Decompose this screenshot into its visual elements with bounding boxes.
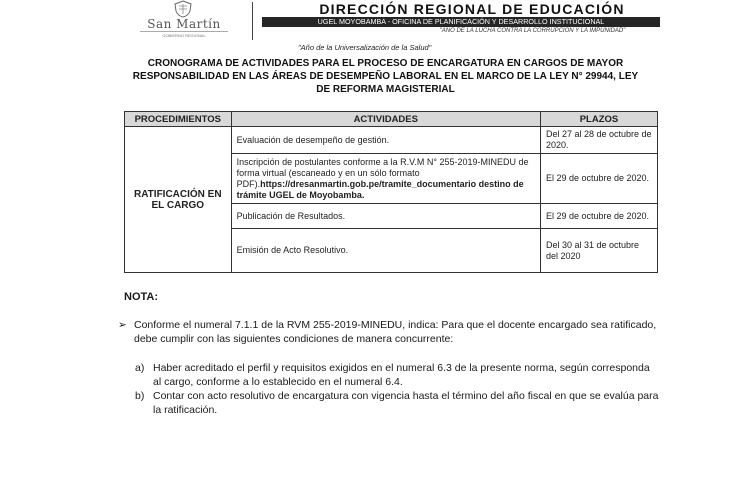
nota-intro-text: Conforme el numeral 7.1.1 de la RVM 255-2019-MINEDU, indica: Para que el docente encargado sea ratificado, debe cumplir con las siguientes condiciones de manera concurrente: bbox=[134, 319, 657, 345]
logo-subtitle: GOBIERNO REGIONAL bbox=[140, 31, 228, 38]
table-header-row bbox=[125, 112, 658, 127]
arrow-bullet-icon: ➢ bbox=[118, 319, 127, 331]
list-item bbox=[135, 361, 660, 389]
nota-title: NOTA: bbox=[124, 291, 159, 303]
year-motto: "Año de la Universalización de la Salud" bbox=[298, 43, 432, 52]
deadline-cell: Del 27 al 28 de octubre de 2020. bbox=[540, 127, 657, 154]
deadline-cell: El 29 de octubre de 2020. bbox=[540, 204, 657, 229]
activity-cell bbox=[231, 154, 540, 204]
san-martin-logo bbox=[132, 0, 236, 40]
activity-cell: Evaluación de desempeño de gestión. bbox=[231, 127, 540, 154]
list-item-marker: b) bbox=[135, 390, 145, 402]
header-divider bbox=[252, 2, 253, 40]
activity-cell: Publicación de Resultados. bbox=[231, 204, 540, 229]
header-activities: ACTIVIDADES bbox=[231, 112, 540, 127]
header-slogan: "AÑO DE LA LUCHA CONTRA LA CORRUPCIÓN Y LA IMPUNIDAD" bbox=[439, 28, 626, 34]
logo-name: San Martín bbox=[147, 17, 221, 31]
deadline-cell: El 29 de octubre de 2020. bbox=[540, 154, 657, 204]
procedure-cell: RATIFICACIÓN EN EL CARGO bbox=[125, 127, 232, 273]
list-item-text: Haber acreditado el perfil y requisitos exigidos en el numeral 6.3 de la presente norma, según corresponda al cargo, conforme a lo establecido en el numeral 6.4. bbox=[153, 362, 650, 388]
header-title: DIRECCIÓN REGIONAL DE EDUCACIÓN bbox=[319, 1, 625, 17]
coat-of-arms-icon bbox=[172, 0, 194, 18]
header-office-bar: UGEL MOYOBAMBA - OFICINA DE PLANIFICACIÓN Y DESARROLLO INSTITUCIONAL bbox=[262, 17, 660, 27]
activity-link[interactable]: https://dresanmartin.gob.pe/tramite_documentario bbox=[260, 178, 477, 189]
nota-intro bbox=[118, 318, 658, 346]
list-item bbox=[135, 389, 660, 417]
list-item-marker: a) bbox=[135, 362, 145, 374]
deadline-cell: Del 30 al 31 de octubre del 2020 bbox=[540, 229, 657, 273]
activity-text: Inscripción de postulantes conforme a la R.V.M N° 255-2019-MINEDU de forma virtual (escaneado y en un sólo formato PDF). bbox=[236, 156, 529, 189]
document-title: CRONOGRAMA DE ACTIVIDADES PARA EL PROCESO DE ENCARGATURA EN CARGOS DE MAYOR RESPONSABILIDAD EN LAS ÁREAS DE DESEMPEÑO LABORAL EN EL MARCO DE LA LEY N° 29944, LEY DE REFORMA MAGISTERIAL bbox=[132, 58, 639, 95]
list-item-text: Contar con acto resolutivo de encargatura con vigencia hasta el término del año fiscal en que se evalúa para la ratificación. bbox=[153, 390, 659, 416]
schedule-table bbox=[124, 111, 658, 273]
activity-cell: Emisión de Acto Resolutivo. bbox=[231, 229, 540, 273]
table-row bbox=[125, 127, 658, 154]
activity-destination: destino de trámite UGEL de Moyobamba. bbox=[236, 178, 524, 200]
header-procedures: PROCEDIMIENTOS bbox=[125, 112, 232, 127]
header-deadlines: PLAZOS bbox=[540, 112, 657, 127]
